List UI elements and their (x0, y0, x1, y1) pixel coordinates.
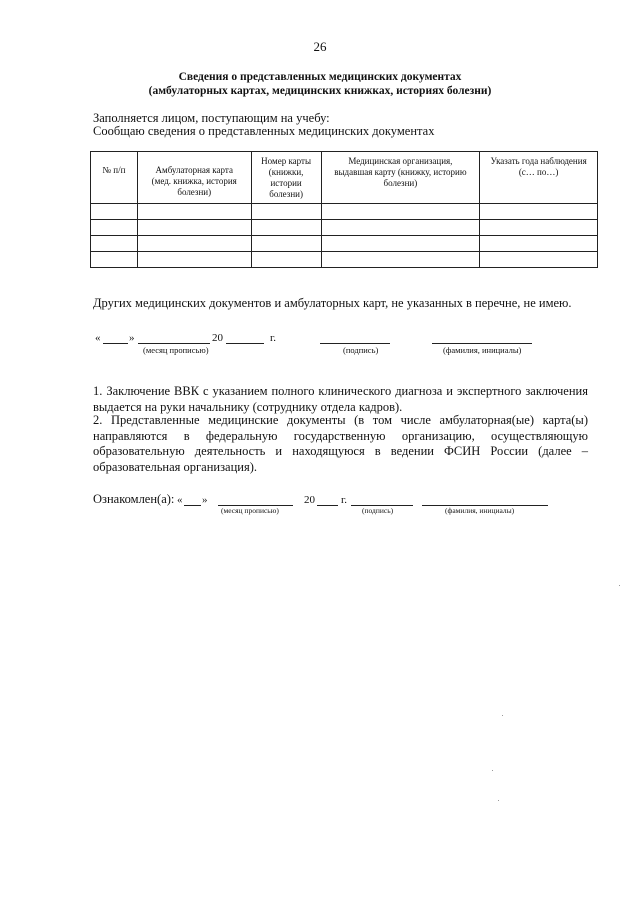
ack-day-field[interactable] (184, 505, 201, 506)
table-header-row (91, 152, 598, 204)
scan-speck (492, 770, 493, 771)
date-close-quote: » (129, 332, 135, 344)
date-open-quote: « (95, 332, 101, 344)
intro-line-2: Сообщаю сведения о представленных медицинских документах (93, 124, 435, 138)
note-paragraph-1: 1. Заключение ВВК с указанием полного клинического диагноза и экспертного заключения выдается на руки начальнику (сотруднику отдела кадров). (93, 384, 588, 414)
scan-speck (502, 715, 503, 716)
page-number: 26 (313, 39, 327, 54)
month-field[interactable] (138, 343, 210, 344)
year-field[interactable] (226, 343, 264, 344)
document-title-line-1: Сведения о представленных медицинских документах (178, 71, 462, 83)
document-title-line-2: (амбулаторных картах, медицинских книжках, историях болезни) (148, 85, 492, 97)
note-paragraph-2: 2. Представленные медицинские документы (в том числе амбулаторная(ые) карта(ы) направляются в федеральную государственную организацию, осуществляющую образовательную деятельность и находящуюся в ведении ФСИН России (далее – образовательная организация). (93, 413, 588, 474)
col-header-number: № п/п (91, 152, 138, 204)
ack-caption-signature: (подпись) (362, 506, 394, 515)
caption-signature: (подпись) (343, 345, 379, 355)
signature-field[interactable] (320, 343, 390, 344)
table-row (91, 252, 598, 268)
name-field[interactable] (432, 343, 532, 344)
caption-month: (месяц прописью) (143, 345, 209, 355)
table-row (91, 236, 598, 252)
ack-caption-month: (месяц прописью) (221, 506, 279, 515)
ack-year-prefix: 20 (304, 494, 315, 506)
col-header-organization: Медицинская организация, выдавшая карту (книжку, историю болезни) (321, 152, 480, 204)
other-documents-statement: Других медицинских документов и амбулаторных карт, не указанных в перечне, не имею. (93, 296, 572, 310)
caption-name: (фамилия, инициалы) (443, 345, 522, 355)
ack-close-quote: » (202, 494, 208, 506)
ack-year-suffix: г. (341, 494, 348, 506)
year-prefix: 20 (212, 332, 223, 344)
col-header-card: Амбулаторная карта (мед. книжка, история болезни) (137, 152, 251, 204)
intro-line-1: Заполняется лицом, поступающим на учебу: (93, 111, 330, 125)
ack-year-field[interactable] (317, 505, 338, 506)
acknowledged-label: Ознакомлен(а): (93, 492, 175, 506)
col-header-years: Указать года наблюдения (с… по…) (480, 152, 598, 204)
col-header-card-number: Номер карты (книжки, истории болезни) (251, 152, 321, 204)
scan-speck (619, 585, 620, 586)
year-suffix: г. (270, 332, 277, 344)
medical-documents-table (90, 151, 598, 268)
ack-open-quote: « (177, 494, 183, 506)
scan-speck (498, 800, 499, 801)
table-row (91, 220, 598, 236)
ack-caption-name: (фамилия, инициалы) (445, 506, 515, 515)
table-row (91, 204, 598, 220)
day-field[interactable] (103, 343, 128, 344)
